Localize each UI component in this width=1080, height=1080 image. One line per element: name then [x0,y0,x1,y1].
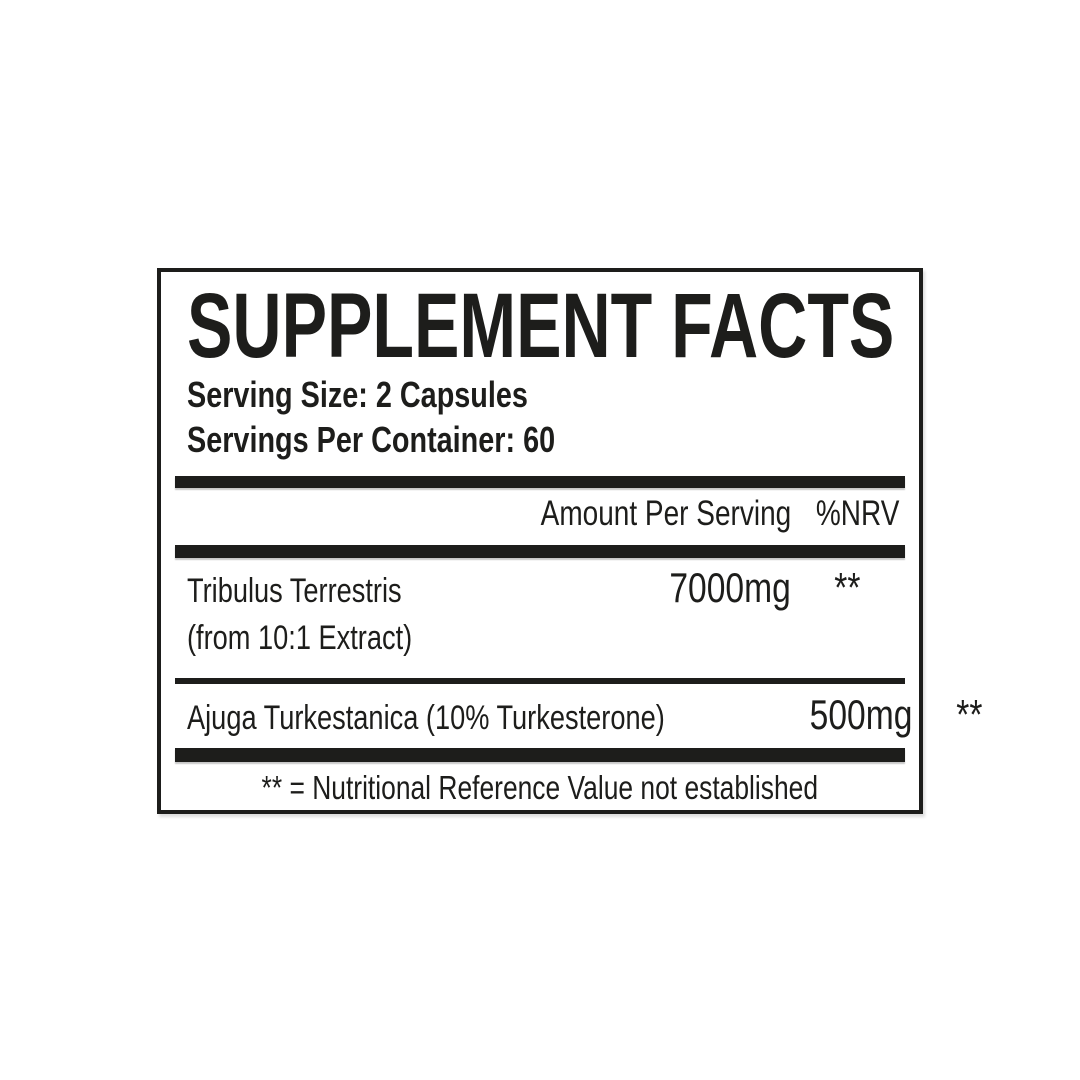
ingredient-row-tribulus [175,564,905,657]
servings-per-container-line [187,417,905,462]
amount-per-serving-header: Amount Per Serving [540,494,791,533]
ingredient-name: Ajuga Turkestanica (10% Turkesterone) [187,699,665,737]
ingredient-amount: 500mg [809,691,913,738]
nrv-header-cell [791,496,905,531]
ingredient-nrv-cell [791,564,905,611]
panel-title-text: SUPPLEMENT FACTS [187,275,895,377]
column-header-row [175,496,905,531]
ingredient-amount-cell [639,564,791,611]
servings-per-container-text: Servings Per Container: 60 [187,419,556,460]
ingredient-nrv: ** [955,691,983,738]
supplement-facts-panel [157,268,983,814]
ingredient-row-ajuga-main [175,691,983,738]
footnote-line [175,771,905,804]
footnote-content [262,771,818,804]
serving-size-text: Serving Size: 2 Capsules [187,374,528,415]
footnote-mark: ** [261,769,283,806]
ingredient-nrv-cell [913,691,986,738]
amount-per-serving-header-cell [478,496,791,531]
ingredient-name-cell [187,574,639,608]
header-bottom-divider [175,545,905,558]
serving-size-line [187,372,905,417]
ingredient-name: Tribulus Terrestris [187,572,402,610]
nrv-header: %NRV [815,494,899,533]
ingredient-nrv: ** [834,564,861,611]
header-top-divider [175,476,905,488]
ingredient-row-ajuga [175,691,983,738]
footnote-divider [175,748,905,762]
ingredient-row-tribulus-main [175,564,905,611]
ingredient-name-cell [187,701,784,735]
ingredient-detail: (from 10:1 Extract) [187,619,413,657]
row-divider [175,678,905,684]
ingredient-amount-cell [784,691,913,738]
footnote-text: = Nutritional Reference Value not established [289,769,819,806]
ingredient-detail-line [187,621,905,655]
ingredient-amount: 7000mg [669,564,791,611]
panel-title [187,275,905,377]
